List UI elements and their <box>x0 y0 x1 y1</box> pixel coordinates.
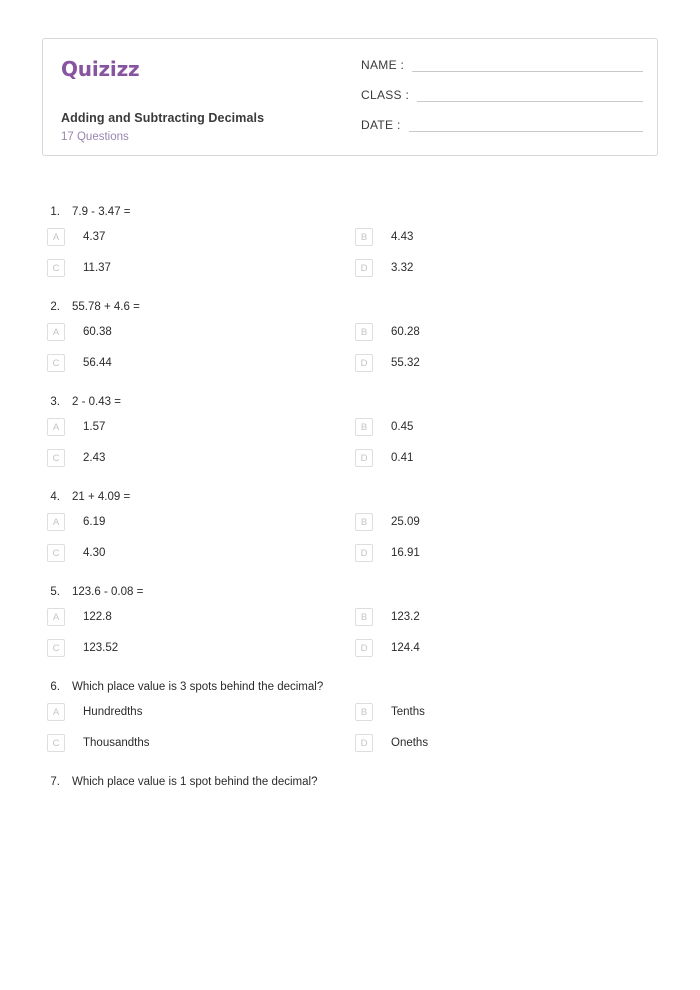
question-count: 17 Questions <box>61 131 129 143</box>
option-letter-a: A <box>47 513 65 531</box>
option-letter-d: D <box>355 639 373 657</box>
option-b[interactable] <box>350 608 658 626</box>
option-text-a: 60.38 <box>83 326 112 338</box>
options-grid <box>42 703 658 765</box>
question-number: 3. <box>50 396 60 408</box>
worksheet-header-card <box>42 38 658 156</box>
option-a[interactable] <box>42 608 350 626</box>
date-label: DATE : <box>361 118 401 132</box>
option-text-d: 55.32 <box>391 357 420 369</box>
option-letter-b: B <box>355 703 373 721</box>
option-letter-a: A <box>47 608 65 626</box>
option-letter-c: C <box>47 449 65 467</box>
options-grid <box>42 323 658 385</box>
question-block <box>42 485 658 575</box>
option-letter-b: B <box>355 228 373 246</box>
question-line <box>42 675 658 703</box>
option-letter-a: A <box>47 703 65 721</box>
option-letter-b: B <box>355 513 373 531</box>
options-grid <box>42 418 658 480</box>
question-line <box>42 200 658 228</box>
question-text: Which place value is 3 spots behind the decimal? <box>72 681 324 693</box>
option-b[interactable] <box>350 228 658 246</box>
options-grid <box>42 513 658 575</box>
option-text-a: 4.37 <box>83 231 106 243</box>
question-text: 55.78 + 4.6 = <box>72 301 140 313</box>
option-text-b: 25.09 <box>391 516 420 528</box>
option-b[interactable] <box>350 418 658 436</box>
options-grid <box>42 608 658 670</box>
option-text-d: 124.4 <box>391 642 420 654</box>
question-line <box>42 580 658 608</box>
question-text: 21 + 4.09 = <box>72 491 131 503</box>
option-d[interactable] <box>350 354 658 372</box>
class-field-row <box>361 88 643 102</box>
option-b[interactable] <box>350 513 658 531</box>
question-text: 123.6 - 0.08 = <box>72 586 144 598</box>
option-b[interactable] <box>350 703 658 721</box>
option-d[interactable] <box>350 259 658 277</box>
question-text: Which place value is 1 spot behind the decimal? <box>72 776 318 788</box>
option-letter-c: C <box>47 354 65 372</box>
option-letter-b: B <box>355 418 373 436</box>
option-d[interactable] <box>350 544 658 562</box>
option-c[interactable] <box>42 734 350 752</box>
question-number: 6. <box>50 681 60 693</box>
question-text: 7.9 - 3.47 = <box>72 206 131 218</box>
option-c[interactable] <box>42 449 350 467</box>
name-input-line[interactable] <box>412 58 643 72</box>
question-block <box>42 770 658 798</box>
class-input-line[interactable] <box>417 88 643 102</box>
question-block <box>42 295 658 385</box>
option-text-a: 122.8 <box>83 611 112 623</box>
question-line <box>42 770 658 798</box>
questions-list <box>42 200 658 803</box>
option-text-c: 4.30 <box>83 547 106 559</box>
options-grid <box>42 228 658 290</box>
option-d[interactable] <box>350 449 658 467</box>
date-input-line[interactable] <box>409 118 643 132</box>
question-number: 7. <box>50 776 60 788</box>
option-a[interactable] <box>42 418 350 436</box>
option-text-d: Oneths <box>391 737 429 749</box>
option-text-d: 16.91 <box>391 547 420 559</box>
question-number: 4. <box>50 491 60 503</box>
option-letter-b: B <box>355 608 373 626</box>
student-info-fields <box>361 39 657 155</box>
header-left <box>43 39 361 155</box>
option-letter-d: D <box>355 259 373 277</box>
option-a[interactable] <box>42 513 350 531</box>
option-text-b: 123.2 <box>391 611 420 623</box>
option-text-b: Tenths <box>391 706 425 718</box>
option-text-b: 0.45 <box>391 421 414 433</box>
question-line <box>42 295 658 323</box>
question-block <box>42 390 658 480</box>
option-letter-d: D <box>355 449 373 467</box>
question-block <box>42 200 658 290</box>
option-text-a: 6.19 <box>83 516 106 528</box>
option-letter-c: C <box>47 639 65 657</box>
name-label: NAME : <box>361 58 405 72</box>
option-b[interactable] <box>350 323 658 341</box>
class-label: CLASS : <box>361 88 410 102</box>
option-letter-c: C <box>47 734 65 752</box>
option-c[interactable] <box>42 544 350 562</box>
option-letter-d: D <box>355 544 373 562</box>
option-a[interactable] <box>42 323 350 341</box>
option-text-b: 60.28 <box>391 326 420 338</box>
option-text-d: 3.32 <box>391 262 414 274</box>
option-letter-c: C <box>47 259 65 277</box>
option-c[interactable] <box>42 639 350 657</box>
option-d[interactable] <box>350 734 658 752</box>
question-number: 1. <box>50 206 60 218</box>
date-field-row <box>361 118 643 132</box>
option-text-b: 4.43 <box>391 231 414 243</box>
name-field-row <box>361 58 643 72</box>
question-line <box>42 485 658 513</box>
option-text-c: 56.44 <box>83 357 112 369</box>
option-letter-d: D <box>355 354 373 372</box>
option-letter-b: B <box>355 323 373 341</box>
option-text-c: 2.43 <box>83 452 106 464</box>
quizizz-logo: Quizizz <box>61 57 140 81</box>
option-text-c: 11.37 <box>83 262 111 274</box>
question-block <box>42 675 658 765</box>
question-text: 2 - 0.43 = <box>72 396 121 408</box>
option-letter-a: A <box>47 323 65 341</box>
question-line <box>42 390 658 418</box>
option-letter-a: A <box>47 228 65 246</box>
option-c[interactable] <box>42 354 350 372</box>
option-a[interactable] <box>42 228 350 246</box>
option-letter-a: A <box>47 418 65 436</box>
option-letter-c: C <box>47 544 65 562</box>
option-letter-d: D <box>355 734 373 752</box>
option-c[interactable] <box>42 259 350 277</box>
option-d[interactable] <box>350 639 658 657</box>
option-text-c: 123.52 <box>83 642 119 654</box>
option-text-d: 0.41 <box>391 452 414 464</box>
option-text-a: 1.57 <box>83 421 106 433</box>
option-text-a: Hundredths <box>83 706 143 718</box>
question-number: 2. <box>50 301 60 313</box>
question-number: 5. <box>50 586 60 598</box>
question-block <box>42 580 658 670</box>
option-text-c: Thousandths <box>83 737 150 749</box>
page-title: Adding and Subtracting Decimals <box>61 111 265 125</box>
option-a[interactable] <box>42 703 350 721</box>
